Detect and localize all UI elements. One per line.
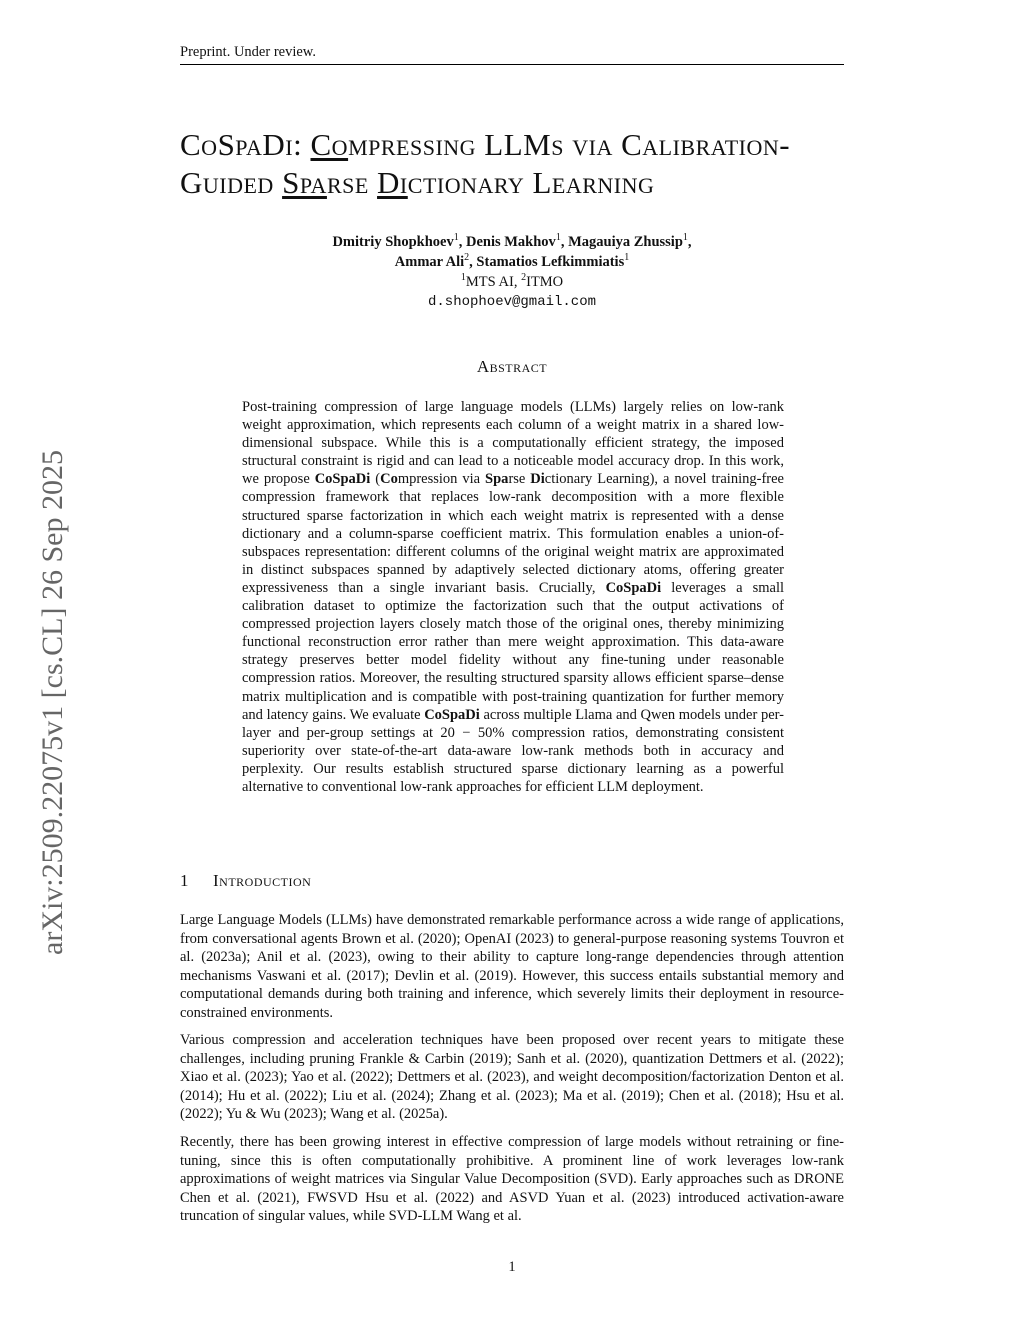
section-number: 1	[180, 871, 189, 890]
page-number: 1	[508, 1259, 516, 1275]
author-separator: ,	[560, 234, 569, 250]
abstract-bold: Spa	[485, 471, 509, 488]
abstract-bold: CoSpaDi	[605, 579, 662, 596]
author-affiliation-mark: 1	[555, 232, 561, 244]
intro-paragraph-1: Large Language Models (LLMs) have demonstrated remarkable performance across a wide range of applications, from conversational agents Brown et al. (2020); OpenAI (2023) to general-purpose reasoning systems Touvron et al. (2023a); Anil et al. (2023), owing to their ability to capture long-range dependencies through attention mechanisms Vaswani et al. (2017); Devlin et al. (2019). However, this success entails substantial memory and computational demands during both training and inference, which severely limits their deployment in resource-constrained environments.	[180, 912, 844, 1021]
author-name: Dmitriy Shopkhoev	[332, 234, 454, 250]
affiliation-name: ITMO	[526, 274, 564, 290]
author-affiliation-mark: 1	[453, 232, 459, 244]
author-name: Stamatios Lefkimmiatis	[476, 254, 625, 270]
abstract-segment: rse	[508, 471, 531, 488]
author-line-1	[180, 232, 844, 252]
intro-paragraph-2: Various compression and acceleration techniques have been proposed over recent years to mitigate these challenges, including pruning Frankle & Carbin (2019); Sanh et al. (2020), quantization Dettmers et al. (2022); Xiao et al. (2023); Yao et al. (2022); Dettmers et al. (2023), and weight decomposition/factorization Denton et al. (2014); Hu et al. (2022); Liu et al. (2024); Zhang et al. (2023); Ma et al. (2019); Chen et al. (2018); Hsu et al. (2022); Yu & Wu (2023); Wang et al. (2025a).	[180, 1032, 844, 1123]
intro-paragraph-3: Recently, there has been growing interest in effective compression of large models without retraining or fine-tuning, since this is often computationally prohibitive. A prominent line of work leverages low-rank approximations of weight matrices via Singular Value Decomposition (SVD). Early approaches such as DRONE Chen et al. (2021), FWSVD Hsu et al. (2022) and ASVD Yuan et al. (2023) introduced activation-aware truncation of singular values, while SVD-LLM Wang et al.	[180, 1134, 844, 1225]
abstract-text	[242, 398, 784, 796]
abstract-bold: CoSpaDi	[424, 706, 480, 723]
abstract-bold: Co	[380, 471, 398, 488]
affiliation-number: 1	[460, 272, 466, 284]
abstract-bold: Di	[530, 471, 545, 488]
title-part: ctionary Learning	[407, 165, 655, 200]
author-line-2	[180, 252, 844, 272]
author-block	[180, 232, 844, 312]
abstract-segment: leverages a small calibration dataset to optimize the factorization such that the output activations of compressed projection layers closely match those of the original ones, thereby minimizing functional reconstruction error rather than mere weight approximation. This data-aware strategy preserves better model fidelity without any fine-tuning under reasonable compression ratios. Moreover, the resulting structured sparsity allows efficient sparse–dense matrix multiplication and is compatible with post-training quantization for further memory and latency gains. We evaluate	[242, 579, 784, 723]
author-name: Denis Makhov	[465, 234, 556, 250]
abstract-bold: CoSpaDi	[314, 471, 371, 488]
abstract-segment: (	[370, 471, 381, 488]
title-underlined: Co	[310, 127, 349, 162]
paper-title	[180, 126, 844, 202]
author-affiliation-mark: 1	[682, 232, 688, 244]
author-name: Magauiya Zhussip	[568, 234, 683, 250]
author-name: Ammar Ali	[394, 254, 465, 270]
section-heading-introduction	[180, 871, 844, 891]
author-separator: ,	[687, 234, 692, 250]
title-underlined: Di	[377, 165, 408, 200]
running-header: Preprint. Under review.	[180, 44, 844, 65]
abstract-heading: Abstract	[476, 357, 548, 376]
author-separator: ,	[458, 234, 466, 250]
affiliation-number: 2	[521, 272, 527, 284]
author-affiliation-mark: 1	[624, 252, 630, 264]
author-email[interactable]: d.shophoev@gmail.com	[427, 294, 597, 310]
affiliation-separator: ,	[513, 274, 522, 290]
affiliations	[180, 272, 844, 292]
section-title: Introduction	[213, 871, 312, 890]
abstract-segment: across multiple Llama and Qwen models under per-layer and per-group settings at 20 − 50% compression ratios, demonstrating consistent superiority over state-of-the-art data-aware low-rank methods both in accuracy and perplexity. Our results establish structured sparse dictionary learning as a powerful alternative to conventional low-rank approaches for efficient LLM deployment.	[242, 706, 784, 795]
affiliation-name: MTS AI	[465, 274, 514, 290]
title-underlined: Spa	[282, 165, 327, 200]
author-affiliation-mark: 2	[464, 252, 470, 264]
abstract-segment: mpression via	[397, 471, 486, 488]
title-part: rse	[326, 165, 378, 200]
arxiv-identifier: arXiv:2509.22075v1 [cs.CL] 26 Sep 2025	[36, 450, 69, 955]
abstract-segment: ctionary Learning), a novel training-free compression framework that replaces low-rank decomposition with a more flexible structured sparse factorization in which each weight matrix is represented with a dense dictionary and a column-sparse coefficient matrix. This formulation enables a union-of-subspaces representation: different columns of the original weight matrix are approximated in distinct subspaces spanned by adaptively selected dictionary atoms, offering greater expressiveness than a single invariant basis. Crucially,	[242, 471, 784, 596]
author-separator: ,	[469, 254, 477, 270]
abstract-segment: Post-training compression of large language models (LLMs) largely relies on low-rank weight approximation, which represents each column of a weight matrix in a shared low-dimensional subspace. While this is a computationally efficient strategy, the imposed structural constraint is rigid and can lead to a noticeable model accuracy drop. In this work, we propose	[242, 399, 784, 488]
title-part: mpressing LLMs via Calibration-Guided	[180, 127, 791, 200]
title-part: CoSpaDi:	[180, 127, 311, 162]
